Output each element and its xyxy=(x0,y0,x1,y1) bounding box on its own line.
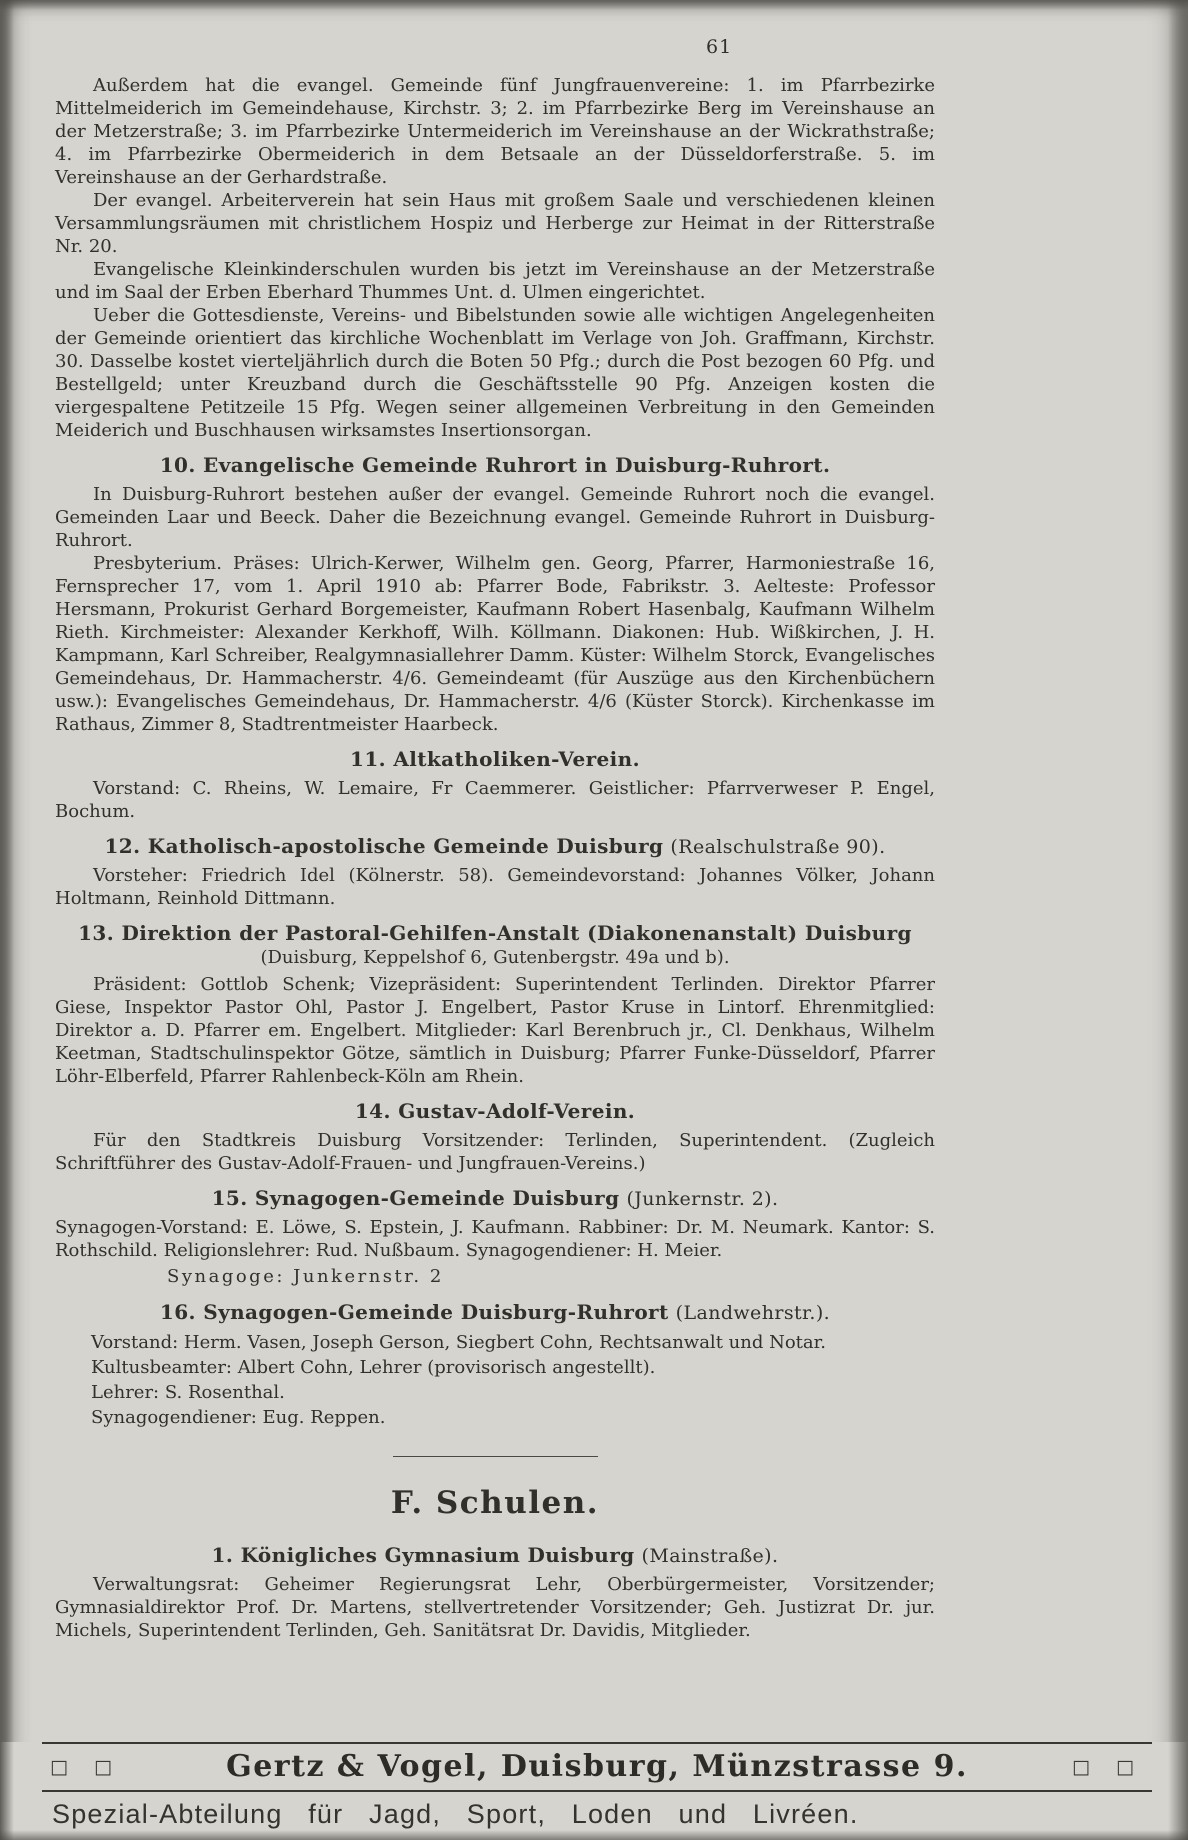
paragraph: Der evangel. Arbeiterverein hat sein Haus mit großem Saale und verschiedenen kleinen Versammlungsräumen mit christlichem Hospiz und Herberge zur Heimat in der Ritterstraße Nr. 20. xyxy=(55,190,935,257)
section-heading-11: 11. Altkatholiken-Verein. xyxy=(350,747,640,771)
scan-shadow-left xyxy=(0,0,14,1840)
section-heading-13: 13. Direktion der Pastoral-Gehilfen-Anstalt (Diakonenanstalt) Duisburg xyxy=(78,921,912,945)
paragraph: Präsident: Gottlob Schenk; Vizepräsident: Superintendent Terlinden. Direktor Pfarrer Giese, Inspektor Pastor Ohl, Pastor J. Engelbert, Pastor Kruse in Lintorf. Ehrenmitglied: Direktor a. D. Pfarrer em. Engelbert. Mitglieder: Karl Berenbruch jr., Cl. Denkhaus, Wilhelm Keetman, Stadtschulinspektor Götze, sämtlich in Duisburg; Pfarrer Funke-Düsseldorf, Pfarrer Löhr-Elberfeld, Pfarrer Rahlenbeck-Köln am Rhein. xyxy=(55,974,935,1087)
paragraph: Ueber die Gottesdienste, Vereins- und Bibelstunden sowie alle wichtigen Angelegenheiten der Gemeinde orientiert das kirchliche Wochenblatt im Verlage von Joh. Graffmann, Kirchstr. 30. Dasselbe kostet vierteljährlich durch die Boten 50 Pfg.; durch die Post bezogen 60 Pfg. und Bestellgeld; unter Kreuzband durch die Geschäftsstelle 90 Pfg. Anzeigen kosten die viergespaltene Petitzeile 15 Pfg. Wegen seiner allgemeinen Verbreitung in den Gemeinden Meiderich und Buschhausen wirksamstes Insertionsorgan. xyxy=(55,305,935,441)
section-heading-15 xyxy=(55,1186,935,1210)
ornament-squares-left-icon: □ □ xyxy=(50,1755,122,1778)
paragraph: Für den Stadtkreis Duisburg Vorsitzender: Terlinden, Superintendent. (Zugleich Schriftführer des Gustav-Adolf-Frauen- und Jungfrauen-Vereins.) xyxy=(55,1130,935,1174)
scan-shadow-right xyxy=(1168,0,1188,1840)
section-heading-title: 1. Königliches Gymnasium Duisburg xyxy=(211,1543,635,1567)
paragraph: Vorstand: C. Rheins, W. Lemaire, Fr Caemmerer. Geistlicher: Pfarrverweser P. Engel, Bochum. xyxy=(55,778,935,822)
paragraph: In Duisburg-Ruhrort bestehen außer der evangel. Gemeinde Ruhrort noch die evangel. Gemeinden Laar und Beeck. Daher die Bezeichnung evangel. Gemeinde Ruhrort in Duisburg-Ruhrort. xyxy=(55,484,935,551)
section-heading-note: (Realschulstraße 90). xyxy=(670,836,886,858)
footer-advertisement xyxy=(0,1742,1188,1840)
paragraph: Vorstand: Herm. Vasen, Joseph Gerson, Siegbert Cohn, Rechtsanwalt und Notar. xyxy=(91,1332,826,1353)
section-heading-title: 12. Katholisch-apostolische Gemeinde Duisburg xyxy=(104,834,664,858)
section-subheading: (Duisburg, Keppelshof 6, Gutenbergstr. 49a und b). xyxy=(260,947,730,968)
paragraph: Synagogen-Vorstand: E. Löwe, S. Epstein, J. Kaufmann. Rabbiner: Dr. M. Neumark. Kantor: S. Rothschild. Religionslehrer: Rud. Nußbaum. Synagogendiener: H. Meier. xyxy=(55,1217,935,1261)
paragraph: Außerdem hat die evangel. Gemeinde fünf Jungfrauenvereine: 1. im Pfarrbezirke Mittelmeiderich im Gemeindehause, Kirchstr. 3; 2. im Pfarrbezirke Berg im Vereinshause an der Metzerstraße; 3. im Pfarrbezirke Untermeiderich im Vereinshause an der Wickrathstraße; 4. im Pfarrbezirke Obermeiderich in dem Betsaale an der Düsseldorferstraße. 5. im Vereinshause an der Gerhardstraße. xyxy=(55,75,935,188)
ad-line1 xyxy=(42,1744,1152,1790)
section-heading-title: 15. Synagogen-Gemeinde Duisburg xyxy=(211,1186,620,1210)
ad-title: Gertz & Vogel, Duisburg, Münzstrasse 9. xyxy=(226,1749,968,1784)
section-heading-title: 16. Synagogen-Gemeinde Duisburg-Ruhrort xyxy=(159,1300,669,1324)
ornament-squares-right-icon: □ □ xyxy=(1072,1755,1144,1778)
paragraph: Kultusbeamter: Albert Cohn, Lehrer (provisorisch angestellt). xyxy=(91,1357,656,1378)
paragraph: Evangelische Kleinkinderschulen wurden bis jetzt im Vereinshause an der Metzerstraße und im Saal der Erben Eberhard Thummes Unt. d. Ulmen eingerichtet. xyxy=(55,259,935,303)
section-heading-12 xyxy=(55,834,935,858)
section-heading-16 xyxy=(55,1300,935,1324)
section-heading-14: 14. Gustav-Adolf-Verein. xyxy=(354,1099,636,1123)
scan-shadow-top xyxy=(0,0,1188,10)
section-heading-note: (Junkernstr. 2). xyxy=(626,1188,779,1210)
section-heading-note: (Mainstraße). xyxy=(641,1545,779,1567)
paragraph: Synagogendiener: Eug. Reppen. xyxy=(91,1407,386,1428)
paragraph: Presbyterium. Präses: Ulrich-Kerwer, Wilhelm gen. Georg, Pfarrer, Harmoniestraße 16, Fernsprecher 17, vom 1. April 1910 ab: Pfarrer Bode, Fabrikstr. 3. Aelteste: Professor Hersmann, Prokurist Gerhard Borgemeister, Kaufmann Robert Hasenbalg, Kaufmann Wilhelm Rieth. Kirchmeister: Alexander Kerkhoff, Wilh. Köllmann. Diakonen: Hub. Wißkirchen, J. H. Kampmann, Karl Schreiber, Realgymnasiallehrer Damm. Küster: Wilhelm Storck, Evangelisches Gemeindehaus, Dr. Hammacherstr. 4/6. Gemeindeamt (für Auszüge aus den Kirchenbüchern usw.): Evangelisches Gemeindehaus, Dr. Hammacherstr. 4/6 (Küster Storck). Kirchenkasse im Rathaus, Zimmer 8, Stadtrentmeister Haarbeck. xyxy=(55,553,935,735)
section-heading-10: 10. Evangelische Gemeinde Ruhrort in Duisburg-Ruhrort. xyxy=(159,453,831,477)
section-divider xyxy=(393,1456,598,1457)
page-number: 61 xyxy=(706,36,733,58)
chapter-heading: F. Schulen. xyxy=(390,1485,600,1521)
paragraph: Verwaltungsrat: Geheimer Regierungsrat Lehr, Oberbürgermeister, Vorsitzender; Gymnasialdirektor Prof. Dr. Martens, stellvertretender Vorsitzender; Geh. Justizrat Dr. jur. Michels, Superintendent Terlinden, Geh. Sanitätsrat Dr. Davidis, Mitglieder. xyxy=(55,1574,935,1641)
paragraph: Synagoge: Junkernstr. 2 xyxy=(167,1266,444,1287)
text-block xyxy=(55,74,935,1642)
paragraph: Vorsteher: Friedrich Idel (Kölnerstr. 58). Gemeindevorstand: Johannes Völker, Johann Holtmann, Reinhold Dittmann. xyxy=(55,865,935,909)
paragraph: Lehrer: S. Rosenthal. xyxy=(91,1382,285,1403)
section-heading-schulen-1 xyxy=(55,1543,935,1567)
ad-subtitle: Spezial-Abteilung für Jagd, Sport, Loden und Livréen. xyxy=(52,1799,859,1829)
section-heading-note: (Landwehrstr.). xyxy=(675,1302,831,1324)
